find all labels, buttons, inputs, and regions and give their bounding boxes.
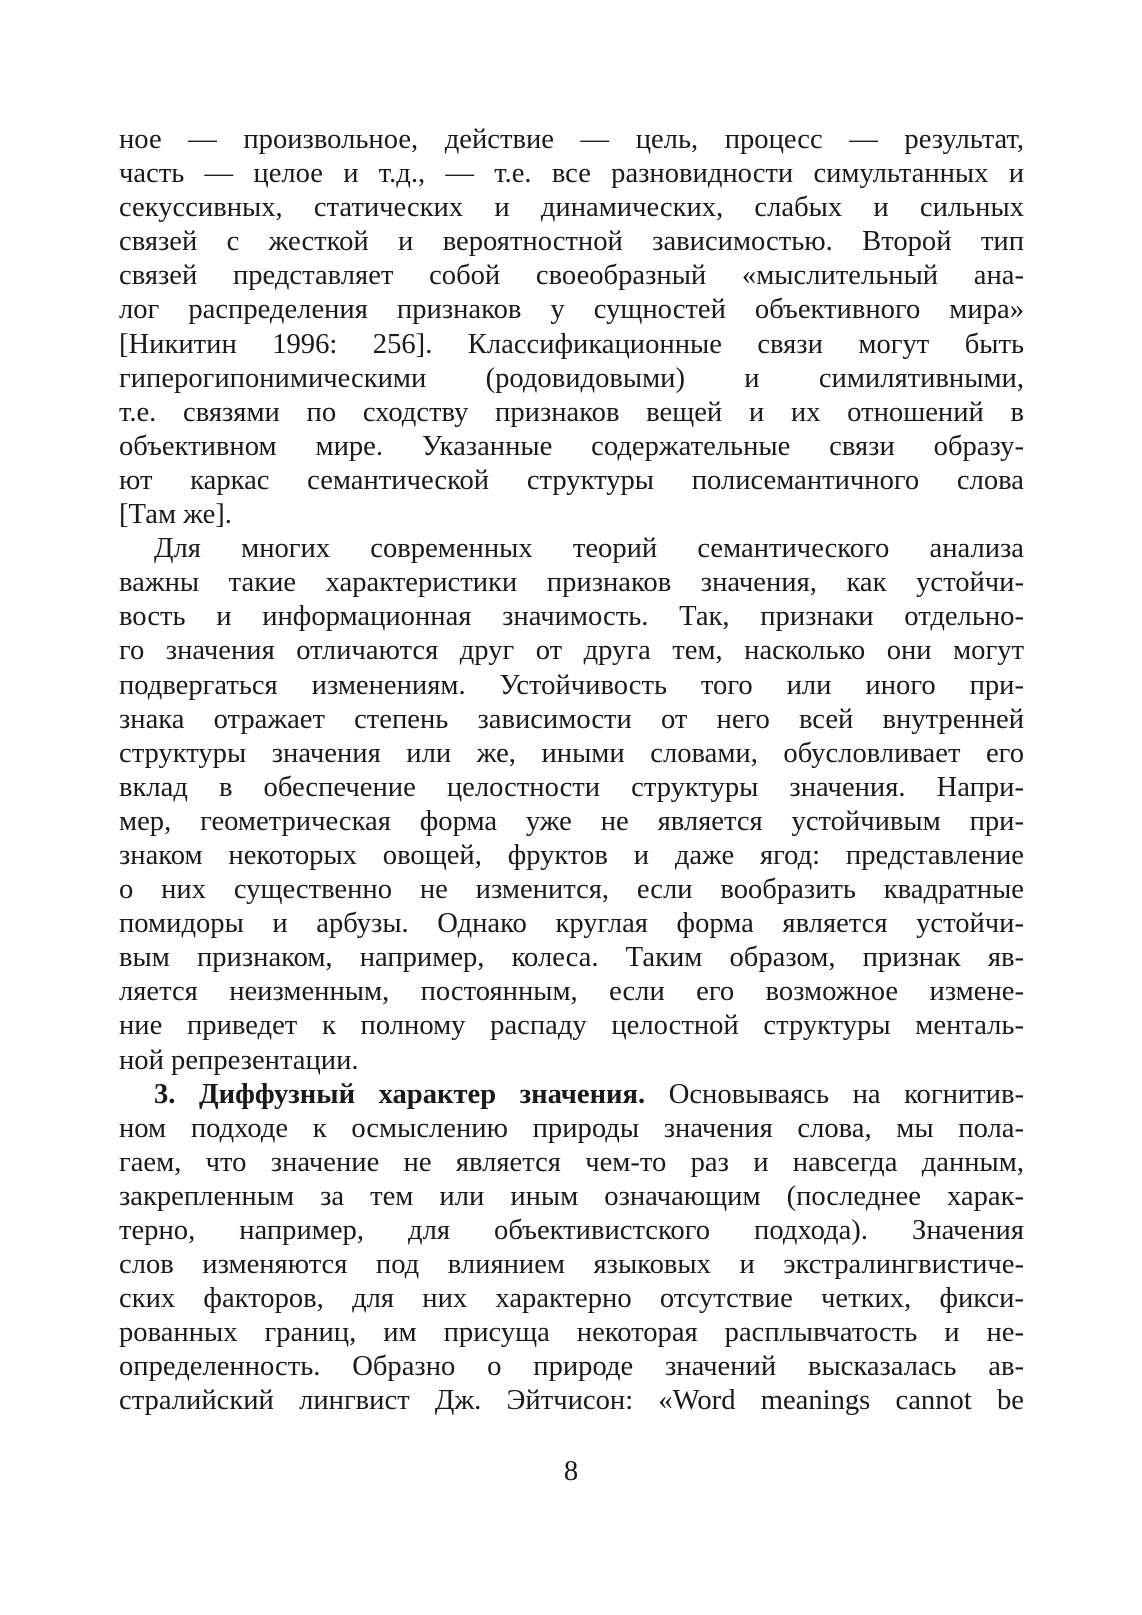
paragraph-1 [119,123,1024,532]
text-line: стралийский лингвист Дж. Эйтчисон: «Word meanings cannot be [119,1385,1024,1417]
text-line: знаком некоторых овощей, фруктов и даже ягод: представление [119,839,1024,871]
text-line: лог распределения признаков у сущностей объективного мира» [119,294,1024,326]
text-line: важны такие характеристики признаков значения, как устойчи- [119,567,1024,599]
text-line: ное — произвольное, действие — цель, процесс — результат, [119,124,1024,155]
text-line: ских факторов, для них характерно отсутствие четких, фикси- [119,1283,1024,1315]
section-heading: 3. Диффузный характер значения. [154,1078,646,1110]
text-line: ляется неизменным, постоянным, если его возможное измене- [119,976,1024,1008]
text-line: помидоры и арбузы. Однако круглая форма является устойчи- [119,908,1024,940]
paragraph-3 [119,1078,1024,1419]
text-line: связей с жесткой и вероятностной зависимостью. Второй тип [119,226,1024,258]
text-line: структуры значения или же, иными словами, обусловливает его [119,737,1024,769]
text-line: [Никитин 1996: 256]. Классификационные связи могут быть [119,328,1024,360]
text-line: вклад в обеспечение целостности структуры значения. Напри- [119,771,1024,803]
text-line: гиперогипонимическими (родовидовыми) и симилятивными, [119,362,1024,394]
page-number: 8 [563,1456,579,1487]
body-text [119,123,1024,1419]
text-line: ном подходе к осмыслению природы значения слова, мы пола- [119,1112,1024,1144]
text-line: часть — целое и т.д., — т.е. все разновидности симультанных и [119,158,1024,190]
text-line: гаем, что значение не является чем-то раз и навсегда данным, [119,1146,1024,1178]
text-line: связей представляет собой своеобразный «мыслительный ана- [119,260,1024,292]
text-line: терно, например, для объективистского подхода). Значения [119,1215,1024,1246]
paragraph-2 [119,532,1024,1078]
text-line: подвергаться изменениям. Устойчивость того или иного при- [119,669,1024,701]
text-line: го значения отличаются друг от друга тем, насколько они могут [119,635,1024,667]
text-line: закрепленным за тем или иным означающим (последнее харак- [119,1180,1024,1212]
text-line: объективном мире. Указанные содержательные связи образу- [119,430,1024,462]
paragraph-3-first-line-text: Основываясь на когнитив- [645,1078,1024,1110]
text-line: мер, геометрическая форма уже не является устойчивым при- [119,805,1024,837]
text-line: о них существенно не изменится, если вообразить квадратные [119,874,1024,906]
text-line: т.е. связями по сходству признаков вещей и их отношений в [119,396,1024,428]
text-line: слов изменяются под влиянием языковых и экстралингвистиче- [119,1249,1024,1281]
text-line: знака отражает степень зависимости от него всей внутренней [119,703,1024,735]
text-line: ной репрезентации. [119,1044,359,1076]
text-line: ют каркас семантической структуры полисемантичного слова [119,464,1024,496]
text-line: вым признаком, например, колеса. Таким образом, признак яв- [119,942,1024,974]
text-line: ние приведет к полному распаду целостной структуры менталь- [119,1010,1024,1042]
text-line: определенность. Образно о природе значений высказалась ав- [119,1351,1024,1383]
paragraph-3-first-line [119,1078,1024,1112]
text-line: вость и информационная значимость. Так, признаки отдельно- [119,601,1024,633]
text-line: рованных границ, им присуща некоторая расплывчатость и не- [119,1317,1024,1349]
text-line: Для многих современных теорий семантического анализа [154,533,1024,565]
text-line: [Там же]. [119,499,232,531]
text-line: секуссивных, статических и динамических, слабых и сильных [119,192,1024,224]
